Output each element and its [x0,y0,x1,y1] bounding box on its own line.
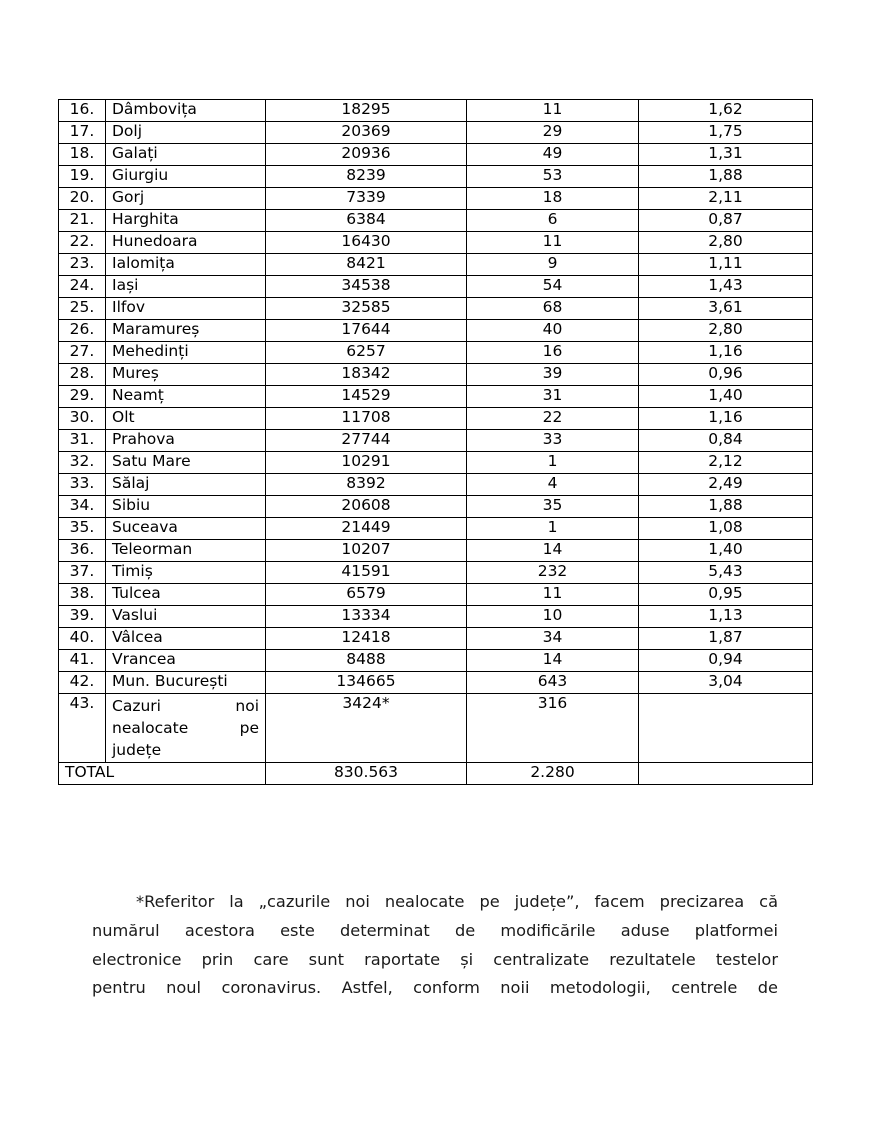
cell-new-cases: 643 [467,672,639,694]
table-row [59,518,813,540]
table-row [59,320,813,342]
table-row [59,342,813,364]
cell-total-cases: 14529 [266,386,467,408]
cell-new-cases: 39 [467,364,639,386]
cell-county-name: Suceava [106,518,266,540]
footnote-line: numărul acestora este determinat de modificările aduse platformei [92,920,778,940]
cell-county-name: Sibiu [106,496,266,518]
cell-index: 35. [59,518,106,540]
footnote-paragraph [92,888,778,1003]
cell-index: 42. [59,672,106,694]
cell-index: 39. [59,606,106,628]
cell-incidence-rate: 1,88 [639,166,813,188]
cell-incidence-rate: 5,43 [639,562,813,584]
cell-county-name: Mehedinți [106,342,266,364]
table-total-row [59,763,813,785]
table-row [59,650,813,672]
table-row [59,232,813,254]
cell-index: 30. [59,408,106,430]
cell-total-cases: 6579 [266,584,467,606]
total-cases: 830.563 [266,763,467,785]
cell-total-cases: 8421 [266,254,467,276]
table-row [59,364,813,386]
table-row [59,188,813,210]
cell-county-name: Vâlcea [106,628,266,650]
total-new-cases: 2.280 [467,763,639,785]
cell-index: 33. [59,474,106,496]
cell-new-cases: 316 [467,694,639,763]
cell-index: 17. [59,122,106,144]
cell-county-name: Teleorman [106,540,266,562]
cell-county-name: Harghita [106,210,266,232]
cell-total-cases: 17644 [266,320,467,342]
cell-total-cases: 13334 [266,606,467,628]
cell-new-cases: 11 [467,232,639,254]
table-row [59,386,813,408]
cell-total-cases: 18342 [266,364,467,386]
cell-county-name: Mun. București [106,672,266,694]
cell-index: 19. [59,166,106,188]
cell-incidence-rate: 1,31 [639,144,813,166]
cell-new-cases: 11 [467,100,639,122]
table-row [59,562,813,584]
cell-county-name: Timiș [106,562,266,584]
cell-new-cases: 1 [467,452,639,474]
table-row [59,298,813,320]
cell-index: 21. [59,210,106,232]
cell-county-name: Tulcea [106,584,266,606]
cell-incidence-rate: 0,95 [639,584,813,606]
cell-index: 34. [59,496,106,518]
cell-county-name: Cazuri noi nealocate pe județe [106,694,266,763]
cell-county-name: Sălaj [106,474,266,496]
cell-total-cases: 3424* [266,694,467,763]
cell-index: 37. [59,562,106,584]
table-row [59,672,813,694]
cell-total-cases: 41591 [266,562,467,584]
cell-index: 41. [59,650,106,672]
cell-new-cases: 11 [467,584,639,606]
cell-index: 28. [59,364,106,386]
cell-county-name: Ialomița [106,254,266,276]
cell-county-name: Dolj [106,122,266,144]
cell-new-cases: 68 [467,298,639,320]
table-row [59,166,813,188]
table-row [59,430,813,452]
cell-index: 16. [59,100,106,122]
cell-incidence-rate [639,694,813,763]
cell-new-cases: 14 [467,540,639,562]
footnote-line: electronice prin care sunt raportate și centralizate rezultatele testelor [92,949,778,969]
cell-new-cases: 40 [467,320,639,342]
cell-new-cases: 10 [467,606,639,628]
cell-total-cases: 20369 [266,122,467,144]
cell-county-name: Vrancea [106,650,266,672]
cell-incidence-rate: 1,43 [639,276,813,298]
cell-total-cases: 8488 [266,650,467,672]
table-row [59,606,813,628]
cell-total-cases: 12418 [266,628,467,650]
table-row [59,496,813,518]
cell-total-cases: 27744 [266,430,467,452]
cell-new-cases: 49 [467,144,639,166]
cell-index: 29. [59,386,106,408]
cell-incidence-rate: 0,94 [639,650,813,672]
cell-incidence-rate: 2,80 [639,232,813,254]
table-row [59,144,813,166]
table-row [59,628,813,650]
cell-new-cases: 1 [467,518,639,540]
cell-total-cases: 10207 [266,540,467,562]
cell-new-cases: 232 [467,562,639,584]
table-row [59,276,813,298]
cell-total-cases: 32585 [266,298,467,320]
footnote-line: pentru noul coronavirus. Astfel, conform noii metodologii, centrele de [92,978,778,998]
cell-incidence-rate: 1,11 [639,254,813,276]
cell-index: 38. [59,584,106,606]
cell-index: 18. [59,144,106,166]
cell-county-name: Giurgiu [106,166,266,188]
cell-incidence-rate: 2,11 [639,188,813,210]
cell-incidence-rate: 2,80 [639,320,813,342]
cell-total-cases: 8239 [266,166,467,188]
cell-new-cases: 18 [467,188,639,210]
cell-incidence-rate: 1,88 [639,496,813,518]
cell-index: 25. [59,298,106,320]
table-row [59,408,813,430]
covid-county-table [58,99,813,785]
cell-incidence-rate: 0,84 [639,430,813,452]
cell-new-cases: 29 [467,122,639,144]
cell-total-cases: 21449 [266,518,467,540]
cell-incidence-rate: 1,08 [639,518,813,540]
cell-index: 40. [59,628,106,650]
cell-county-name: Hunedoara [106,232,266,254]
cell-county-name: Vaslui [106,606,266,628]
cell-total-cases: 10291 [266,452,467,474]
cell-county-name: Ilfov [106,298,266,320]
cell-index: 22. [59,232,106,254]
cell-index: 27. [59,342,106,364]
cell-total-cases: 11708 [266,408,467,430]
cell-total-cases: 20608 [266,496,467,518]
cell-new-cases: 22 [467,408,639,430]
table-row [59,694,813,763]
cell-new-cases: 31 [467,386,639,408]
cell-index: 23. [59,254,106,276]
table-row [59,254,813,276]
table-row [59,584,813,606]
cell-incidence-rate: 3,61 [639,298,813,320]
cell-new-cases: 16 [467,342,639,364]
table-row [59,474,813,496]
total-label: TOTAL [59,763,266,785]
cell-new-cases: 33 [467,430,639,452]
cell-county-name: Maramureș [106,320,266,342]
cell-incidence-rate: 2,49 [639,474,813,496]
cell-new-cases: 4 [467,474,639,496]
cell-incidence-rate: 1,40 [639,540,813,562]
cell-new-cases: 34 [467,628,639,650]
cell-incidence-rate: 0,87 [639,210,813,232]
cell-index: 26. [59,320,106,342]
cell-total-cases: 8392 [266,474,467,496]
cell-incidence-rate: 1,16 [639,342,813,364]
cell-county-name: Galați [106,144,266,166]
cell-incidence-rate: 1,13 [639,606,813,628]
cell-new-cases: 53 [467,166,639,188]
table-body [59,100,813,785]
cell-county-name: Mureș [106,364,266,386]
cell-incidence-rate: 1,87 [639,628,813,650]
cell-total-cases: 6257 [266,342,467,364]
cell-index: 32. [59,452,106,474]
cell-index: 43. [59,694,106,763]
cell-county-name: Satu Mare [106,452,266,474]
table-row [59,210,813,232]
cell-incidence-rate: 1,62 [639,100,813,122]
cell-incidence-rate: 1,16 [639,408,813,430]
cell-total-cases: 6384 [266,210,467,232]
cell-county-name: Gorj [106,188,266,210]
table-row [59,100,813,122]
cell-county-name: Prahova [106,430,266,452]
cell-total-cases: 134665 [266,672,467,694]
cell-new-cases: 9 [467,254,639,276]
table-row [59,452,813,474]
cell-incidence-rate: 1,75 [639,122,813,144]
total-incidence-rate [639,763,813,785]
cell-new-cases: 14 [467,650,639,672]
cell-total-cases: 18295 [266,100,467,122]
cell-total-cases: 16430 [266,232,467,254]
table-row [59,122,813,144]
cell-total-cases: 34538 [266,276,467,298]
cell-total-cases: 20936 [266,144,467,166]
cell-county-name: Dâmbovița [106,100,266,122]
cell-index: 31. [59,430,106,452]
cell-new-cases: 6 [467,210,639,232]
cell-county-name: Olt [106,408,266,430]
cell-index: 24. [59,276,106,298]
cell-new-cases: 54 [467,276,639,298]
cell-county-name: Neamț [106,386,266,408]
cell-index: 36. [59,540,106,562]
cell-index: 20. [59,188,106,210]
cell-incidence-rate: 2,12 [639,452,813,474]
cell-incidence-rate: 1,40 [639,386,813,408]
cell-incidence-rate: 0,96 [639,364,813,386]
footnote-line: *Referitor la „cazurile noi nealocate pe județe”, facem precizarea că [136,892,778,911]
cell-incidence-rate: 3,04 [639,672,813,694]
table-row [59,540,813,562]
cell-new-cases: 35 [467,496,639,518]
cell-county-name: Iași [106,276,266,298]
cell-total-cases: 7339 [266,188,467,210]
